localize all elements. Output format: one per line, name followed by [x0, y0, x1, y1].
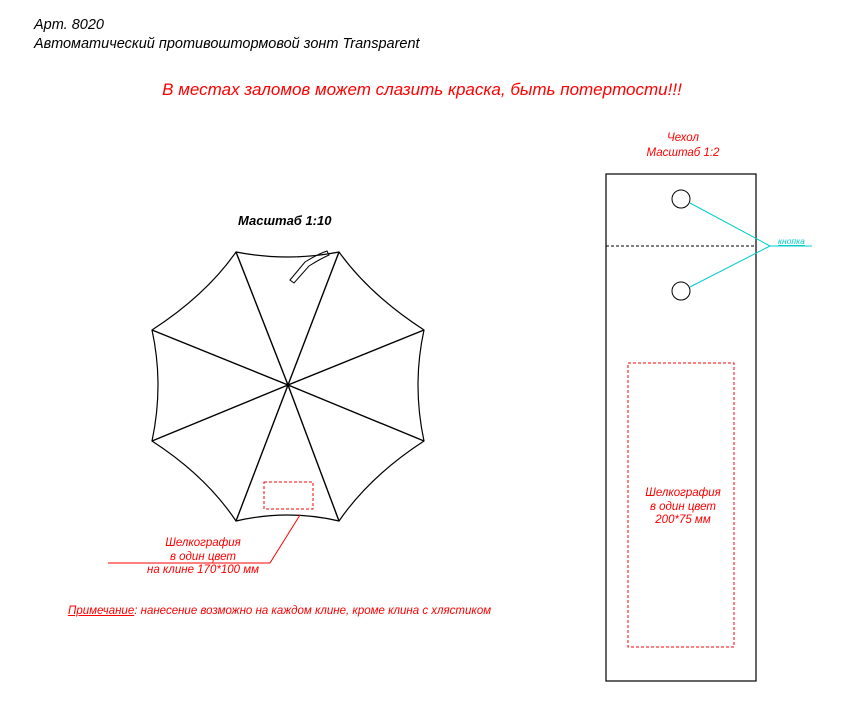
umbrella-print-caption: [118, 537, 288, 578]
umbrella-print-line1: Шелкография: [165, 537, 241, 549]
case-print-caption: [608, 487, 758, 528]
case-print-line1: Шелкография: [645, 487, 721, 499]
case-title-block: [618, 131, 748, 161]
case-button-top: [672, 190, 690, 208]
warning-text: В местах заломов может слазить краска, быть потертости!!!: [162, 80, 682, 99]
case-title: Чехол: [667, 132, 699, 144]
button-label: кнопка: [778, 236, 805, 246]
umbrella-print-line2: в один цвет: [169, 550, 237, 563]
note-text: : нанесение возможно на каждом клине, кроме клина с хлястиком: [134, 605, 492, 617]
note-label: Примечание: [68, 605, 135, 617]
case-scale-label: Масштаб 1:2: [646, 147, 720, 159]
case-button-bottom: [672, 282, 690, 300]
note: [68, 605, 491, 617]
umbrella-center-tip: [286, 383, 290, 387]
product-name: Автоматический противоштормовой зонт Transparent: [34, 36, 420, 52]
article-number: Арт. 8020: [34, 17, 104, 33]
case-print-line3: 200*75 мм: [655, 514, 711, 526]
umbrella-print-area: [264, 482, 313, 509]
case-print-line2: в один цвет: [649, 500, 717, 513]
umbrella-scale-label: Масштаб 1:10: [238, 213, 332, 228]
umbrella-print-line3: на клине 170*100 мм: [147, 564, 259, 576]
